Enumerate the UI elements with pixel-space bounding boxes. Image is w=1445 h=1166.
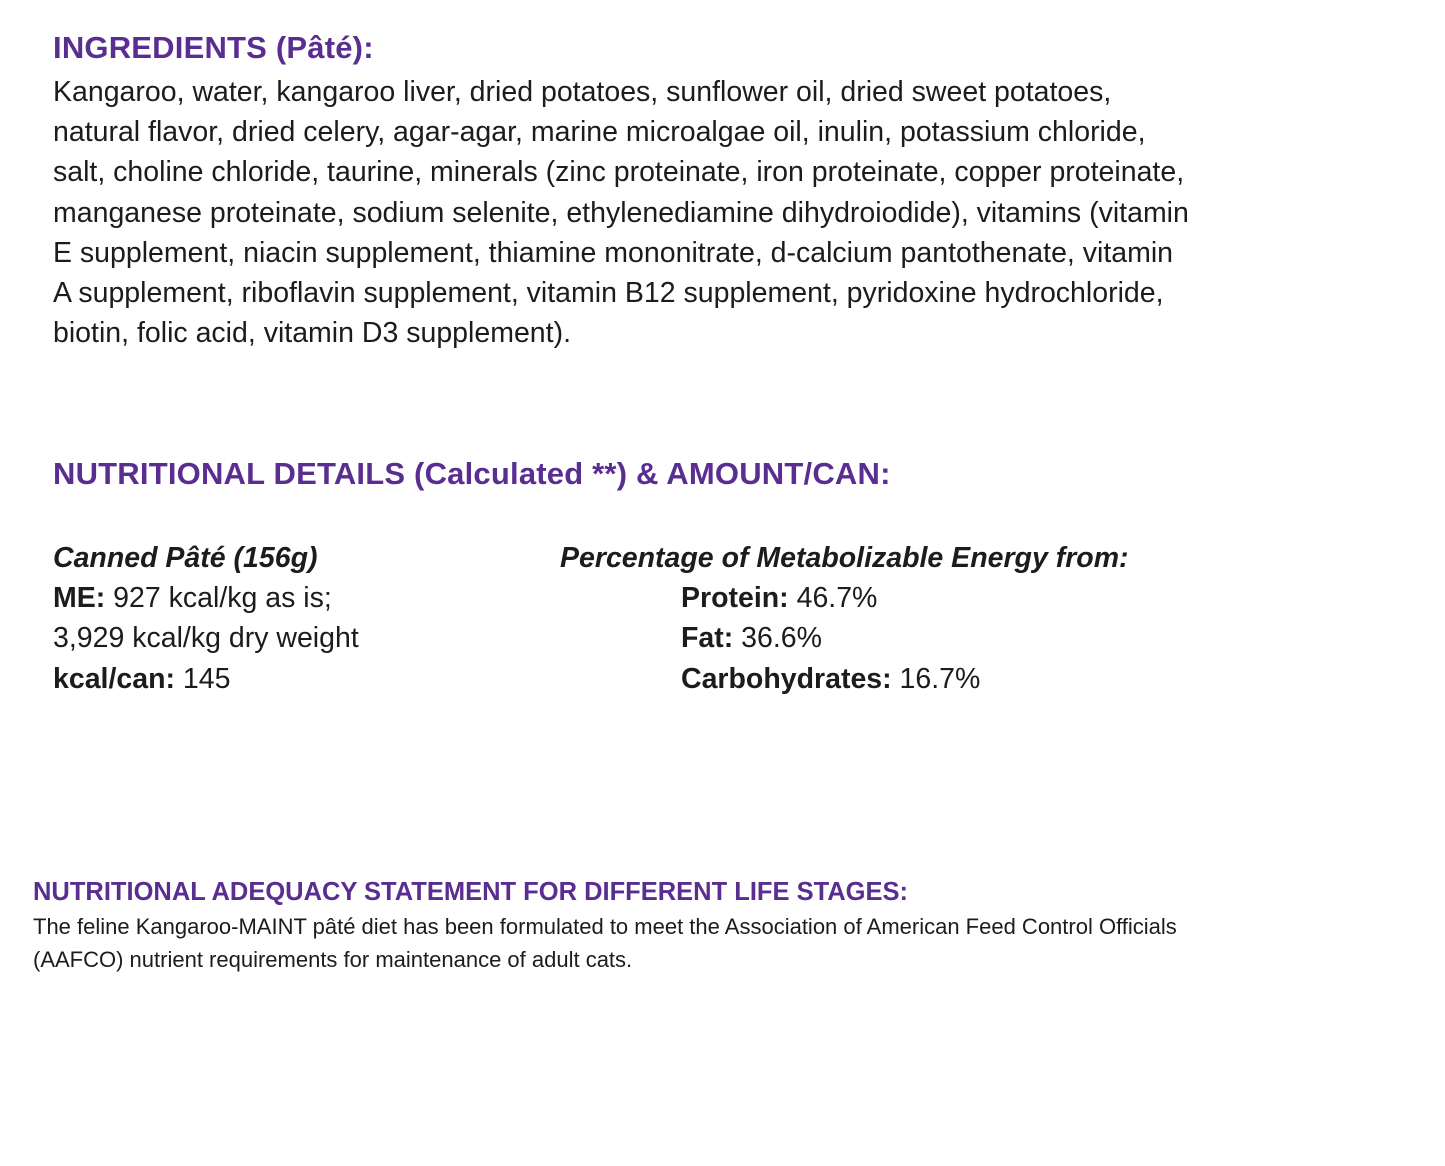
energy-percentage-title: Percentage of Metabolizable Energy from:	[560, 542, 1129, 574]
kcal-per-can-label: kcal/can:	[53, 662, 175, 695]
protein-row	[560, 578, 1360, 618]
me-value: 927 kcal/kg as is;	[105, 582, 332, 615]
fat-row	[560, 618, 1360, 658]
adequacy-statement-text: The feline Kangaroo-MAINT pâté diet has been formulated to meet the Association of American Feed Control Officials (AAFCO) nutrient requirements for maintenance of adult cats.	[33, 914, 1177, 972]
fat-value: 36.6%	[733, 622, 822, 655]
protein-label: Protein:	[681, 582, 789, 615]
canned-pate-title: Canned Pâté (156g)	[53, 542, 318, 574]
me-label: ME:	[53, 582, 106, 615]
me-row	[53, 578, 533, 618]
carbohydrates-label: Carbohydrates:	[681, 662, 892, 695]
ingredients-heading: INGREDIENTS (Pâté):	[53, 30, 374, 65]
carbohydrates-value: 16.7%	[891, 662, 981, 695]
energy-percentage-details	[560, 538, 1360, 699]
protein-value: 46.7%	[788, 582, 878, 615]
nutritional-details-heading: NUTRITIONAL DETAILS (Calculated **) & AMOUNT/CAN:	[53, 456, 891, 491]
canned-pate-details	[53, 538, 533, 699]
fat-label: Fat:	[681, 622, 734, 655]
adequacy-statement-heading: NUTRITIONAL ADEQUACY STATEMENT FOR DIFFERENT LIFE STAGES:	[33, 878, 909, 906]
kcal-per-can-value: 145	[175, 662, 231, 695]
dry-weight-value: 3,929 kcal/kg dry weight	[53, 622, 359, 655]
ingredients-text: Kangaroo, water, kangaroo liver, dried potatoes, sunflower oil, dried sweet potatoes, natural flavor, dried celery, agar-agar, marine microalgae oil, inulin, potassium chloride, salt, choline chloride, taurine, minerals (zinc proteinate, iron proteinate, copper proteinate, manganese proteinate, sodium selenite, ethylenediamine dihydroiodide), vitamins (vitamin E supplement, niacin supplement, thiamine mononitrate, d-calcium pantothenate, vitamin A supplement, riboflavin supplement, vitamin B12 supplement, pyridoxine hydrochloride, biotin, folic acid, vitamin D3 supplement).	[53, 76, 1189, 350]
carbohydrates-row	[560, 659, 1360, 699]
kcal-per-can-row	[53, 659, 533, 699]
